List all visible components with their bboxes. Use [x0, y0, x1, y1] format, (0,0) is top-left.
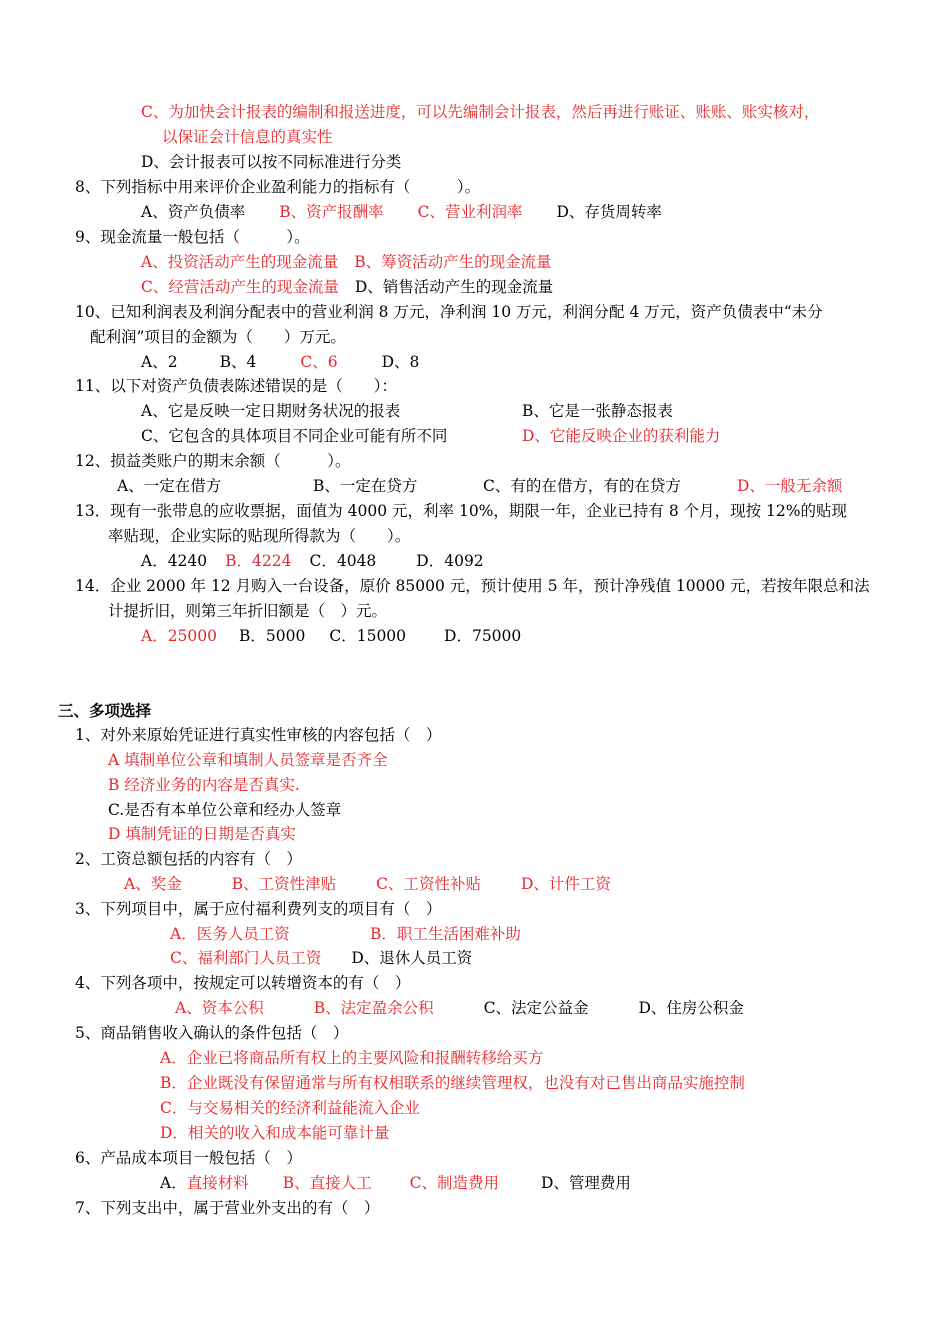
q8-option-b: B、资产报酬率	[279, 203, 384, 221]
section-heading-multiple-choice: 三、多项选择	[58, 701, 152, 720]
multi-question-6: 6、产品成本项目一般包括（ ）	[75, 1149, 302, 1167]
q9-options-row1	[141, 251, 552, 273]
multi-question-7: 7、下列支出中，属于营业外支出的有（ ）	[75, 1199, 380, 1217]
m6-option-d: D、管理费用	[541, 1174, 631, 1192]
q10-option-c: C、6	[300, 353, 338, 371]
m2-option-b: B、工资性津贴	[231, 875, 337, 893]
m6-options	[160, 1172, 631, 1194]
q12-option-a: A、一定在借方	[117, 477, 222, 495]
q10-options	[141, 351, 419, 373]
q10-option-b: B、4	[219, 353, 257, 371]
m5-option-b: B．企业既没有保留通常与所有权相联系的继续管理权，也没有对已售出商品实施控制	[160, 1074, 745, 1092]
m2-option-a: A、奖金	[124, 875, 182, 893]
m4-option-d: D、住房公积金	[638, 999, 744, 1017]
multi-question-1: 1、对外来原始凭证进行真实性审核的内容包括（ ）	[75, 726, 442, 744]
question-11: 11、以下对资产负债表陈述错误的是（ ）：	[75, 377, 397, 395]
q13-option-d: D．4092	[416, 552, 484, 570]
m4-option-a: A、资本公积	[175, 999, 264, 1017]
q8-options	[141, 201, 662, 223]
question-14: 14．企业 2000 年 12 月购入一台设备，原价 85000 元，预计使用 5 年，预计净残值 10000 元，若按年限总和法	[75, 577, 870, 595]
multi-question-3: 3、下列项目中，属于应付福利费列支的项目有（ ）	[75, 900, 442, 918]
question-8: 8、下列指标中用来评价企业盈利能力的指标有（ ）。	[75, 178, 481, 196]
option-c-line-continued: 以保证会计信息的真实性	[162, 128, 333, 146]
q11-option-d: D、它能反映企业的获利能力	[522, 427, 721, 445]
m5-option-a: A．企业已将商品所有权上的主要风险和报酬转移给买方	[160, 1049, 544, 1067]
q9-option-a: A、投资活动产生的现金流量	[141, 253, 339, 271]
q14-option-a: A．25000	[141, 627, 218, 645]
multi-question-4: 4、下列各项中，按规定可以转增资本的有（ ）	[75, 974, 411, 992]
m3-options-row2	[170, 947, 472, 969]
q8-option-c: C、营业利润率	[417, 203, 523, 221]
q11-option-c: C、它包含的具体项目不同企业可能有所不同	[141, 427, 448, 445]
q14-option-c: C．15000	[329, 627, 407, 645]
q12-option-b: B、一定在贷方	[313, 477, 418, 495]
q13-option-a: A．4240	[141, 552, 208, 570]
m3-option-b: B．职工生活困难补助	[370, 925, 521, 943]
q14-option-d: D．75000	[444, 627, 522, 645]
question-13-continued: 率贴现，企业实际的贴现所得款为（ ）。	[108, 527, 411, 545]
m4-options	[175, 997, 744, 1019]
m2-option-d: D、计件工资	[520, 875, 611, 893]
q8-option-d: D、存货周转率	[556, 203, 662, 221]
m1-option-d: D 填制凭证的日期是否真实	[108, 825, 296, 843]
q13-options	[141, 550, 484, 572]
m3-option-d: D、退休人员工资	[351, 949, 473, 967]
question-10-continued: 配利润”项目的金额为（ ）万元。	[90, 328, 346, 346]
m1-option-a: A 填制单位公章和填制人员签章是否齐全	[108, 751, 388, 769]
m4-option-b: B、法定盈余公积	[313, 999, 434, 1017]
m6-option-a-label: A．	[160, 1174, 187, 1192]
q9-option-d: D、销售活动产生的现金流量	[354, 278, 554, 296]
q14-options	[141, 625, 521, 647]
q8-option-a: A、资产负债率	[141, 203, 246, 221]
q10-option-d: D、8	[381, 353, 420, 371]
m2-option-c: C、工资性补贴	[376, 875, 481, 893]
q11-option-b: B、它是一张静态报表	[522, 402, 673, 420]
q12-option-c: C、有的在借方，有的在贷方	[483, 477, 681, 495]
m6-option-b: B、直接人工	[282, 1174, 372, 1192]
q9-option-c: C、经营活动产生的现金流量	[141, 278, 339, 296]
option-c-line: C、为加快会计报表的编制和报送进度，可以先编制会计报表，然后再进行账证、账账、账实核对，	[141, 103, 820, 121]
q11-option-a: A、它是反映一定日期财务状况的报表	[141, 402, 401, 420]
question-10: 10、已知利润表及利润分配表中的营业利润 8 万元，净利润 10 万元，利润分配 4 万元，资产负债表中“未分	[75, 303, 823, 321]
q10-option-a: A、2	[141, 353, 178, 371]
m3-option-a: A．医务人员工资	[170, 925, 290, 943]
m6-option-a: 直接材料	[186, 1174, 249, 1192]
m5-option-d: D．相关的收入和成本能可靠计量	[160, 1124, 390, 1142]
question-13: 13．现有一张带息的应收票据，面值为 4000 元，利率 10%，期限一年，企业已持有 8 个月，现按 12%的贴现	[75, 502, 847, 520]
question-12: 12、损益类账户的期末余额（ ）。	[75, 452, 351, 470]
question-14-continued: 计提折旧，则第三年折旧额是（ ）元。	[108, 602, 388, 620]
q13-option-c: C．4048	[309, 552, 377, 570]
q9-option-b: B、筹资活动产生的现金流量	[354, 253, 552, 271]
m5-option-c: C．与交易相关的经济利益能流入企业	[160, 1099, 420, 1117]
option-d-line: D、会计报表可以按不同标准进行分类	[141, 153, 402, 171]
m2-options	[124, 873, 611, 895]
m4-option-c: C、法定公益金	[483, 999, 589, 1017]
q14-option-b: B．5000	[239, 627, 306, 645]
multi-question-2: 2、工资总额包括的内容有（ ）	[75, 850, 302, 868]
question-9: 9、现金流量一般包括（ ）。	[75, 228, 310, 246]
m1-option-c: C.是否有本单位公章和经办人签章	[108, 801, 342, 819]
m6-option-c: C、制造费用	[409, 1174, 499, 1192]
q9-options-row2	[141, 276, 553, 298]
m3-option-c: C、福利部门人员工资	[170, 949, 322, 967]
m1-option-b: B 经济业务的内容是否真实.	[108, 776, 300, 794]
q12-option-d: D、一般无余额	[737, 477, 843, 495]
multi-question-5: 5、商品销售收入确认的条件包括（ ）	[75, 1024, 349, 1042]
q13-option-b: B．4224	[225, 552, 292, 570]
